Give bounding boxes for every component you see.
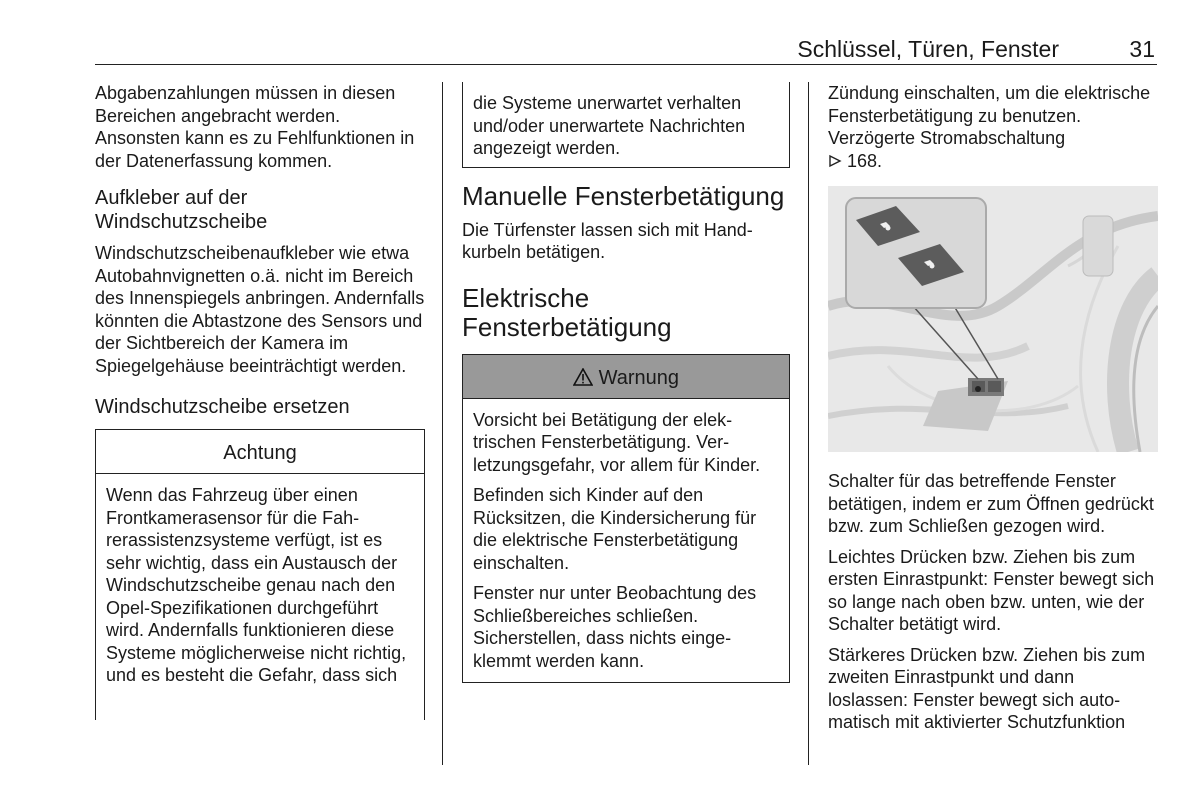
achtung-title: Achtung (96, 430, 424, 474)
column-divider (442, 82, 443, 765)
warnung-box (462, 354, 790, 684)
heading-aufkleber: Aufkleber auf der Windschutzscheibe (95, 187, 268, 233)
column-left (95, 82, 425, 720)
achtung-text: Wenn das Fahrzeug über einen Frontkamerasensor für die Fahrerassistenzsysteme verfügt, ist es sehr wichtig, dass ein Austausch der Windschutzscheibe genau nach den Opel-Spezifikationen durchgeführt wird. Andernfalls funktionieren diese Systeme möglicherweise nicht richtig, und es besteht die Gefahr, dass sich (106, 485, 407, 685)
intro-text: Zündung einschalten, um die elektrische Fensterbetätigung zu benutzen. Verzögerte Stromabschaltung (828, 83, 1151, 148)
heading-ersetzen: Windschutzscheibe ersetzen (95, 396, 350, 418)
achtung-continued-text: die Systeme unerwartet verhalten und/oder unerwartete Nachrichten angezeigt werden. (473, 93, 746, 158)
page-reference: 168. (847, 150, 883, 171)
achtung-box (95, 429, 425, 720)
column-right (828, 82, 1158, 734)
column-divider (808, 82, 809, 765)
warnung-paragraph-3: Fenster nur unter Beobachtung des Schließbereiches schließen. Sicherstellen, dass nichts eingeklemmt werden kann. (473, 583, 757, 671)
arrow-reference-icon (828, 151, 847, 171)
intro-paragraph: Abgabenzahlungen müssen in diesen Bereichen angebracht werden. Ansonsten kann es zu Fehlfunktionen in der Datenerfassung kommen. (95, 83, 415, 171)
page-header (95, 30, 1157, 65)
warnung-title: Warnung (598, 366, 679, 389)
warning-triangle-icon (573, 367, 599, 389)
section-title: Schlüssel, Türen, Fenster (797, 36, 1059, 62)
achtung-box-continued (462, 82, 790, 168)
paragraph-1: Schalter für das betreffende Fenster betätigen, indem er zum Öffnen gedrückt bzw. zum Schließen gezogen wird. (828, 471, 1154, 536)
aufkleber-paragraph: Windschutzscheibenaufkleber wie etwa Autobahnvignetten o.ä. nicht im Bereich des Innenspiegels anbringen. Andernfalls könnten die Abtastzone des Sensors und der Sichtbereich der Kamera im Spiegelgehäuse beeinträchtigt werden. (95, 243, 425, 376)
heading-elektrisch: Elektrische Fensterbetätigung (462, 282, 672, 342)
intro-paragraph-right (828, 82, 1158, 172)
page-number: 31 (1129, 36, 1155, 62)
warnung-paragraph-2: Befinden sich Kinder auf den Rücksitzen, die Kindersicherung für die elektrische Fensterbetätigung einschalten. (473, 485, 757, 573)
window-switch-illustration (828, 186, 1158, 452)
paragraph-2: Leichtes Drücken bzw. Ziehen bis zum ersten Einrastpunkt: Fenster bewegt sich so lange nach oben bzw. unten, wie der Schalter betätigt wird. (828, 546, 1155, 634)
warnung-paragraph-1: Vorsicht bei Betätigung der elektrischen Fensterbetätigung. Verletzungsgefahr, vor allem für Kinder. (473, 409, 761, 475)
manuell-paragraph: Die Türfenster lassen sich mit Handkurbeln betätigen. (462, 219, 753, 262)
column-middle (462, 82, 790, 683)
warnung-header (463, 355, 789, 399)
paragraph-3: Stärkeres Drücken bzw. Ziehen bis zum zweiten Einrastpunkt und dann loslassen: Fenster bewegt sich automatisch mit aktivierter Schutzfunktion (828, 644, 1146, 732)
heading-manuell: Manuelle Fensterbetätigung (462, 180, 785, 211)
